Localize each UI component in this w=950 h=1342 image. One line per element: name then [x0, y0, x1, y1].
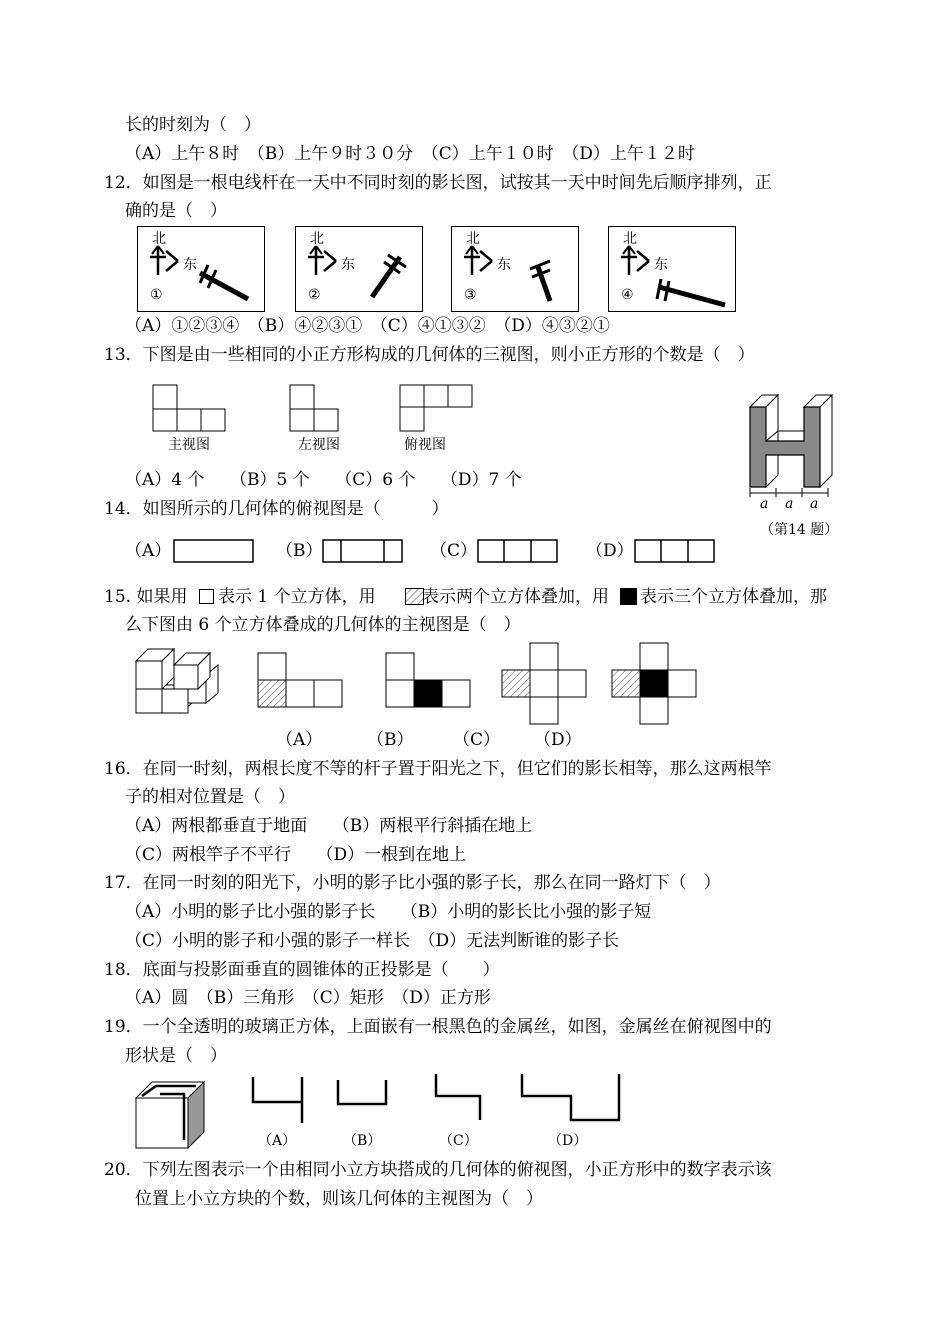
- q16-stem-line2: 子的相对位置是（ ）: [125, 787, 295, 807]
- q15-stem-part1: 15. 如果用: [104, 587, 188, 607]
- q19-stem-line2: 形状是（ ）: [125, 1046, 227, 1066]
- q20-stem-line2: 位置上小立方块的个数，则该几何体的主视图为（ ）: [135, 1189, 543, 1209]
- q13-left-view-label: 左视图: [298, 437, 340, 453]
- q15-option-a-figure: [257, 652, 347, 712]
- q15-option-b-figure: [385, 652, 475, 712]
- north-label: 北: [623, 231, 637, 247]
- q14-option-d-label: （D）: [586, 541, 634, 561]
- q14-figure-caption: （第14 题）: [760, 522, 839, 538]
- east-label: 东: [183, 257, 197, 273]
- dimension-label-a: a: [760, 496, 769, 512]
- q13-top-view: [399, 384, 479, 434]
- q14-stem: 14．如图所示的几何体的俯视图是（ ）: [104, 499, 449, 519]
- q13-front-view: [152, 384, 232, 434]
- east-label: 东: [341, 257, 355, 273]
- q14-option-c-label: （C）: [430, 541, 478, 561]
- north-label: 北: [466, 231, 480, 247]
- q14-option-d-figure: [634, 539, 716, 565]
- q15-option-d-figure: [611, 642, 701, 732]
- q15-label-a: （A）: [276, 730, 323, 750]
- q14-option-a-figure: [173, 539, 255, 565]
- q15-stem-line2: 么下图由 6 个立方体叠成的几何体的主视图是（ ）: [125, 615, 521, 635]
- q15-stem-part2: 表示 1 个立方体，用: [218, 587, 376, 607]
- legend-single-cube-square: [199, 589, 215, 605]
- q13-top-view-label: 俯视图: [404, 437, 446, 453]
- q15-stacked-cubes-figure: [134, 645, 224, 717]
- q14-option-a-label: （A）: [125, 541, 172, 561]
- q12-panel-2: [295, 226, 423, 312]
- q12-panel-1: [137, 226, 265, 312]
- q12-panel-4: [608, 226, 736, 312]
- compass-and-pole-shadow-2: [296, 227, 422, 311]
- q13-options: （A）4 个 （B）5 个 （C）6 个 （D）7 个: [125, 470, 522, 490]
- panel-number: ④: [621, 287, 634, 303]
- north-label: 北: [310, 231, 324, 247]
- panel-number: ②: [308, 287, 321, 303]
- q15-label-d: （D）: [534, 730, 582, 750]
- q19-label-a: （A）: [258, 1133, 297, 1149]
- east-label: 东: [654, 257, 668, 273]
- q11-options: （A）上午８时 （B）上午９时３０分 （C）上午１０时 （D）上午１２时: [125, 144, 695, 164]
- q14-option-b-figure: [322, 539, 404, 565]
- q15-label-c: （C）: [453, 730, 501, 750]
- q17-stem: 17．在同一时刻的阳光下，小明的影子比小强的影子长，那么在同一路灯下（ ）: [104, 873, 721, 893]
- q19-label-d: （D）: [548, 1133, 588, 1149]
- compass-and-pole-shadow-3: [452, 227, 578, 311]
- q17-options-row1: （A）小明的影子比小强的影子长 （B）小明的影长比小强的影子短: [125, 902, 652, 922]
- q13-stem: 13．下图是由一些相同的小正方形构成的几何体的三视图，则小正方形的个数是（ ）: [104, 345, 755, 365]
- north-label: 北: [152, 231, 166, 247]
- q12-stem-line1: 12．如图是一根电线杆在一天中不同时刻的影长图，试按其一天中时间先后顺序排列，正: [104, 173, 772, 193]
- q18-stem: 18．底面与投影面垂直的圆锥体的正投影是（ ）: [104, 960, 500, 980]
- dimension-label-a: a: [810, 496, 819, 512]
- east-label: 东: [497, 257, 511, 273]
- q16-options-row2: （C）两根竿子不平行 （D）一根到在地上: [125, 845, 467, 865]
- q19-option-a-figure: [250, 1075, 310, 1125]
- q13-front-view-label: 主视图: [168, 437, 210, 453]
- dimension-label-a: a: [785, 496, 794, 512]
- q11-continuation: 长的时刻为（ ）: [125, 115, 261, 135]
- panel-number: ①: [150, 287, 163, 303]
- q19-stem-line1: 19．一个全透明的玻璃正方体，上面嵌有一根黑色的金属丝，如图，金属丝在俯视图中的: [104, 1017, 772, 1037]
- q12-options: （A）①②③④ （B）④②③① （C）④①③② （D）④③②①: [125, 316, 610, 336]
- q19-option-b-figure: [336, 1078, 396, 1118]
- compass-and-pole-shadow-4: [609, 227, 735, 311]
- q12-panel-3: [451, 226, 579, 312]
- q19-option-d-figure: [519, 1072, 629, 1126]
- q19-glass-cube-with-wire-figure: [134, 1080, 214, 1160]
- q15-label-b: （B）: [367, 730, 414, 750]
- q12-stem-line2: 确的是（ ）: [125, 201, 227, 221]
- legend-three-cubes-black-square: [620, 588, 638, 606]
- q15-stem-part4: 表示三个立方体叠加，那: [640, 587, 827, 607]
- q19-label-b: （B）: [343, 1133, 382, 1149]
- q14-h-shaped-solid-figure: [748, 393, 848, 513]
- panel-number: ③: [464, 287, 477, 303]
- q16-stem-line1: 16．在同一时刻，两根长度不等的杆子置于阳光之下，但它们的影长相等，那么这两根竿: [104, 759, 772, 779]
- q20-stem-line1: 20．下列左图表示一个由相同小立方块搭成的几何体的俯视图，小正方形中的数字表示该: [104, 1160, 772, 1180]
- q14-option-b-label: （B）: [276, 541, 323, 561]
- q15-option-c-figure: [501, 642, 591, 732]
- q19-option-c-figure: [432, 1072, 492, 1122]
- q19-label-c: （C）: [439, 1133, 478, 1149]
- q17-options-row2: （C）小明的影子和小强的影子一样长 （D）无法判断谁的影子长: [125, 931, 620, 951]
- q18-options: （A）圆 （B）三角形 （C）矩形 （D）正方形: [125, 988, 491, 1008]
- q15-stem-part3: 表示两个立方体叠加，用: [422, 587, 609, 607]
- compass-and-pole-shadow-1: [138, 227, 264, 311]
- q16-options-row1: （A）两根都垂直于地面 （B）两根平行斜插在地上: [125, 816, 533, 836]
- q14-option-c-figure: [477, 539, 559, 565]
- q13-left-view: [289, 384, 349, 434]
